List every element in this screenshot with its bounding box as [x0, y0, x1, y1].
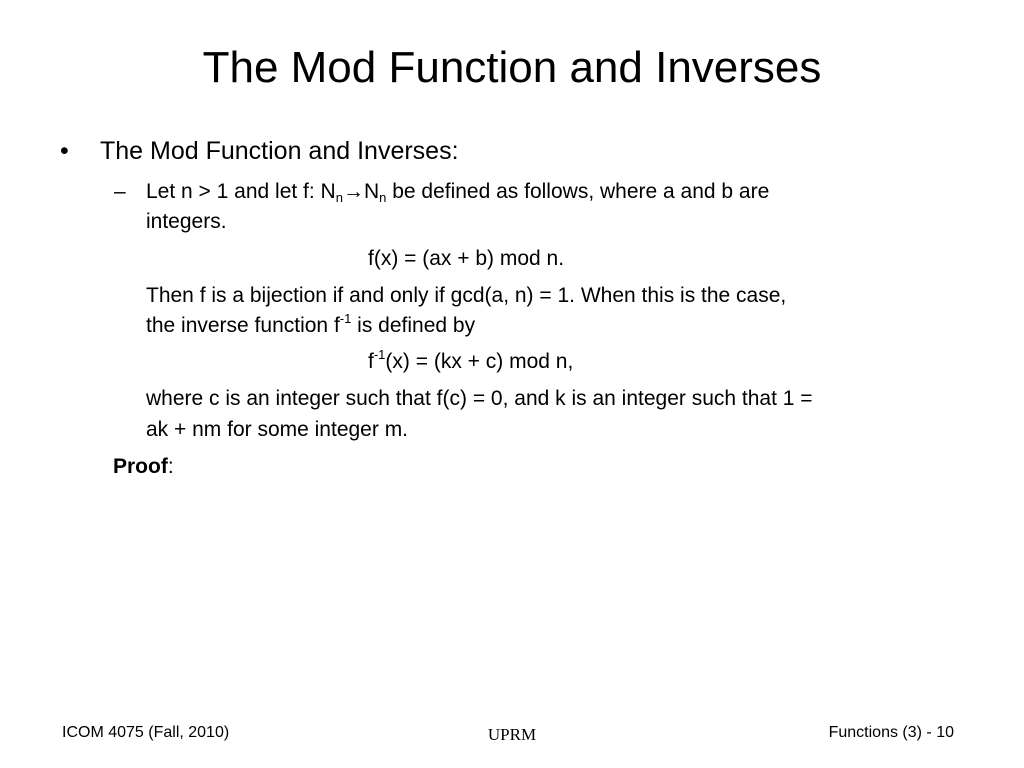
sub-bullet-dash: – — [114, 180, 126, 203]
bijection-line-2-pre: the inverse function f — [146, 314, 340, 337]
conditions-line-2: ak + nm for some integer m. — [146, 418, 409, 441]
formula-inverse-pre: f — [368, 350, 374, 373]
conditions-line-1: where c is an integer such that f(c) = 0, and k is an integer such that 1 = — [146, 387, 813, 410]
bijection-line-2 — [146, 310, 475, 342]
definition-line-1-post: be defined as follows, where a and b are — [386, 180, 770, 203]
codomain-subscript: n — [379, 190, 387, 205]
formula-f: f(x) = (ax + b) mod n. — [368, 247, 565, 270]
bullet-item — [60, 134, 459, 168]
arrow-codomain: →N — [342, 180, 380, 203]
proof-line — [113, 451, 174, 483]
formula-inverse-superscript: -1 — [373, 347, 386, 362]
bullet-glyph: • — [60, 137, 69, 165]
definition-line-1 — [146, 176, 769, 208]
slide-title: The Mod Function and Inverses — [202, 43, 822, 92]
bijection-line-1: Then f is a bijection if and only if gcd(a, n) = 1. When this is the case, — [146, 284, 787, 307]
bullet-text: The Mod Function and Inverses: — [100, 137, 459, 165]
formula-inverse — [368, 346, 573, 378]
formula-inverse-post: (x) = (kx + c) mod n, — [385, 350, 574, 373]
bijection-line-2-post: is defined by — [351, 314, 476, 337]
footer-slide-number: Functions (3) - 10 — [828, 724, 954, 741]
definition-line-1-pre: Let n > 1 and let f: N — [146, 180, 336, 203]
footer-institution: UPRM — [487, 725, 537, 744]
footer-course: ICOM 4075 (Fall, 2010) — [62, 724, 230, 741]
definition-line-2: integers. — [146, 210, 227, 233]
proof-colon: : — [167, 455, 174, 478]
proof-label: Proof — [113, 455, 168, 478]
inverse-superscript: -1 — [339, 311, 352, 326]
domain-subscript: n — [335, 190, 343, 205]
